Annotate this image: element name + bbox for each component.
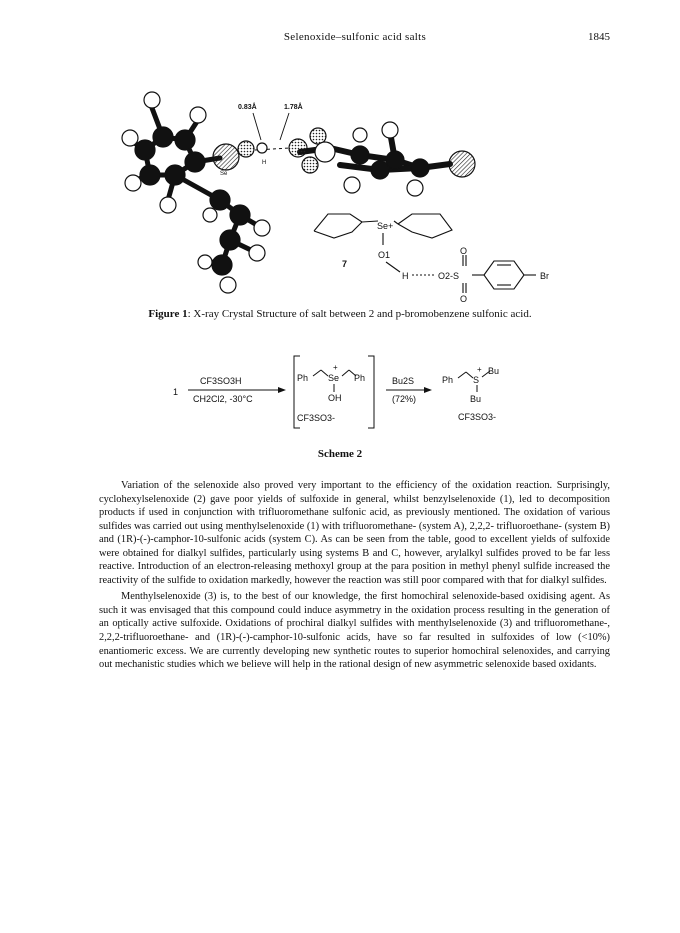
label-o2-s: O2-S (438, 271, 460, 281)
atom-h (160, 197, 176, 213)
figure-caption (0, 308, 680, 320)
atom-h (125, 175, 141, 191)
atom-c (153, 127, 173, 147)
atom-h (344, 177, 360, 193)
product-bu-1: Bu (488, 366, 500, 376)
atom-c (140, 165, 160, 185)
product-ph: Ph (442, 375, 454, 385)
running-title: Selenoxide–sulfonic acid salts (283, 31, 427, 43)
atom-h (353, 128, 367, 142)
distance-label-2: 1.78Å (284, 104, 303, 111)
label-h: H (402, 271, 409, 281)
intermediate-oh: OH (328, 393, 342, 403)
page-number: 1845 (588, 31, 610, 43)
atom-se (213, 144, 239, 170)
atom-c (185, 152, 205, 172)
atom-c (175, 130, 195, 150)
product-anion: CF3SO3- (458, 412, 497, 422)
atom-h (144, 92, 160, 108)
atom-c (165, 165, 185, 185)
atom-o (238, 141, 254, 157)
atom-c (212, 255, 232, 275)
paragraph-2: Menthylselenoxide (3) is, to the best of our knowledge, the first homochiral selenoxide-based oxidising agent. As such it was envisaged that this compound could induce asymmetry in the oxidation process resulting in the generation of an optically active sulfoxide. Oxidations of prochiral dialkyl sulfides with menthylselenoxide (3) and trifluoromethane-, 2,2,2-trifluoroethane- and (1R)-(-)-camphor-10-sulfonic acids, have so far resulted in sulfoxides of low (<10%) enantiomeric excess. We are currently developing new synthetic routes to superior homochiral selenoxides, and carrying out mechanistic studies which we believe will help in the rational design of new asymmetric selenoxide based oxidants. (99, 591, 610, 671)
scheme-2 (173, 356, 499, 428)
atom-h (407, 180, 423, 196)
bonds (130, 108, 262, 265)
atom-c (411, 159, 429, 177)
reagent-2-bottom: (72%) (392, 394, 417, 404)
reagent-2-top: Bu2S (392, 376, 415, 386)
atom-h (122, 130, 138, 146)
atom-h (220, 277, 236, 293)
compound-number: 7 (342, 259, 348, 269)
product-s: S (473, 375, 480, 385)
intermediate-se: Se (328, 373, 340, 383)
figure-caption-text: : X-ray Crystal Structure of salt between 2 and p-bromobenzene sulfonic acid. (187, 308, 532, 320)
atom-c (351, 146, 369, 164)
atom-h (249, 245, 265, 261)
atom-c (135, 140, 155, 160)
atom-br (449, 151, 475, 177)
atom-h (254, 220, 270, 236)
atom-h (190, 107, 206, 123)
label-br: Br (540, 271, 549, 281)
atom-h (198, 255, 212, 269)
atom-label-h: H (262, 160, 267, 166)
figure-label: Figure 1 (148, 308, 188, 320)
svg-text:+: + (477, 365, 482, 374)
atom-h (382, 122, 398, 138)
xray-structure (122, 92, 475, 293)
atom-h (203, 208, 217, 222)
scheme-label: Scheme 2 (317, 448, 363, 460)
atom-c (230, 205, 250, 225)
reagent-1-bottom: CH2Cl2, -30°C (193, 394, 253, 404)
atom-o (302, 157, 318, 173)
scheme-start: 1 (173, 387, 179, 397)
distance-label-1: 0.83Å (238, 104, 257, 111)
atom-label-se: Se (220, 171, 228, 177)
product-bu-2: Bu (470, 394, 482, 404)
intermediate-ph-left: Ph (297, 373, 309, 383)
label-o-bottom: O (460, 294, 468, 304)
label-se-plus: Se+ (377, 221, 394, 231)
svg-text:+: + (333, 363, 338, 372)
paragraph-1: Variation of the selenoxide also proved very important to the efficiency of the oxidation reaction. Surprisingly, cyclohexylselenoxide (2) gave poor yields of sulfoxide in general, whilst benzylselenoxide (1), led to decomposition products if used in conjunction with trifluoromethane sulfonic acid, as previously mentioned. The oxidation of various sulfides was carried out using menthylselenoxide (1) with trifluoromethane- (system A), 2,2,2- trifluoroethane- (system B) and (1R)-(-)-camphor-10-sulfonic acids (system C). As can be seen from the table, good to excellent yields of sulfoxide were obtained for dialkyl sulfides, particularly using systems B and C, however, arylalkyl sulfides proved to be far less reactive. Introduction of an electron-releasing methoxyl group at the para position in methyl phenyl sulfide increased the reactivity of the sulfide to oxidation markedly, however the reaction was still poor compared with that for dialkyl sulfides. (99, 480, 610, 586)
reagent-1-top: CF3SO3H (200, 376, 242, 386)
atom-o (289, 139, 307, 157)
atom-s (315, 142, 335, 162)
atom-c (210, 190, 230, 210)
atom-c (220, 230, 240, 250)
label-o1: O1 (378, 250, 391, 260)
structure-7 (314, 214, 536, 293)
intermediate-anion: CF3SO3- (297, 413, 336, 423)
atom-c (371, 161, 389, 179)
atom-h (257, 143, 267, 153)
body-text (99, 479, 610, 675)
label-o-top: O (460, 246, 468, 256)
intermediate-ph-right: Ph (354, 373, 366, 383)
